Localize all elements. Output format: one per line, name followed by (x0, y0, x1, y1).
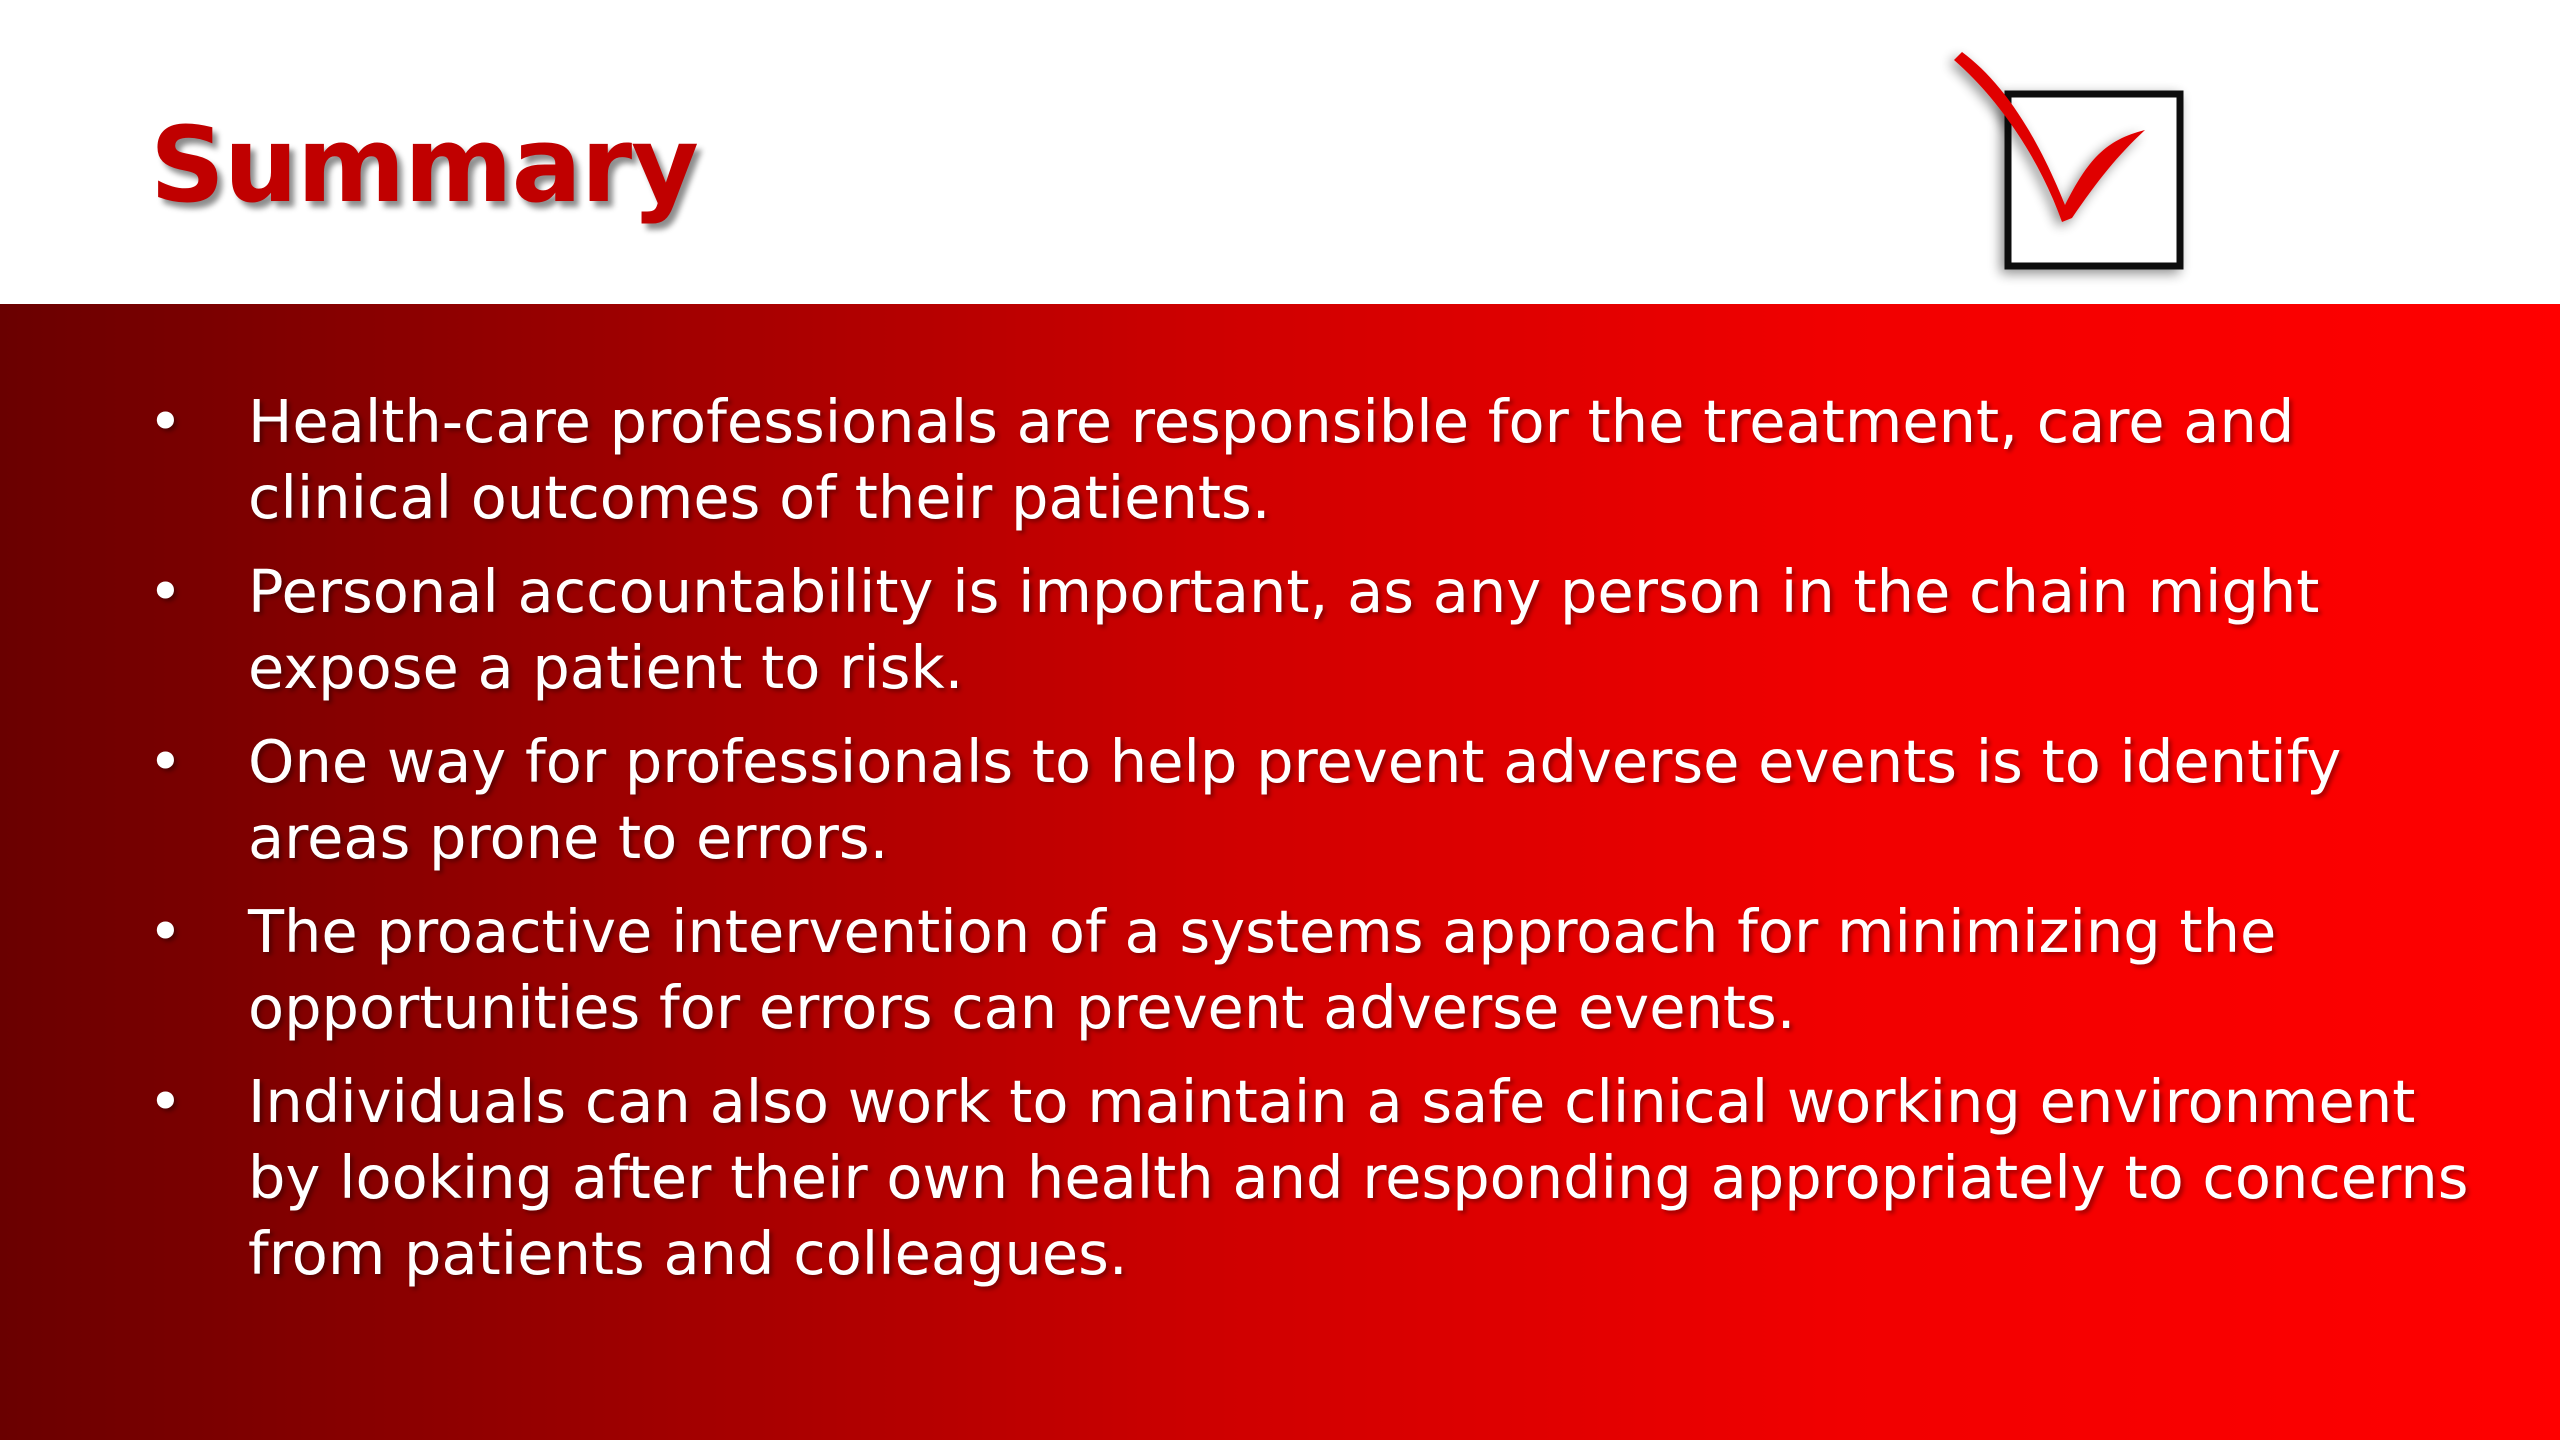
list-item (148, 894, 2478, 1046)
bullet-point: • (148, 727, 183, 796)
bullet-text: The proactive intervention of a systems approach for minimizing the opportunities for errors can prevent adverse events. (248, 897, 2277, 1042)
bullet-text: Health-care professionals are responsible for the treatment, care and clinical outcomes of their patients. (248, 387, 2295, 532)
bullet-text: One way for professionals to help prevent adverse events is to identify areas prone to errors. (248, 727, 2342, 872)
content-panel (0, 304, 2560, 1440)
checkbox-checkmark-icon (1940, 30, 2200, 290)
list-item (148, 724, 2478, 876)
slide-header (0, 0, 2560, 304)
list-item (148, 384, 2478, 536)
bullet-text: Individuals can also work to maintain a safe clinical working environment by looking after their own health and responding appropriately to concerns from patients and colleagues. (248, 1067, 2469, 1288)
bullet-list (148, 384, 2478, 1310)
bullet-point: • (148, 1067, 183, 1136)
bullet-point: • (148, 387, 183, 456)
bullet-point: • (148, 557, 183, 626)
bullet-point: • (148, 897, 183, 966)
slide-title: Summary (150, 104, 698, 226)
bullet-text: Personal accountability is important, as any person in the chain might expose a patient to risk. (248, 557, 2320, 702)
list-item (148, 554, 2478, 706)
list-item (148, 1064, 2478, 1292)
